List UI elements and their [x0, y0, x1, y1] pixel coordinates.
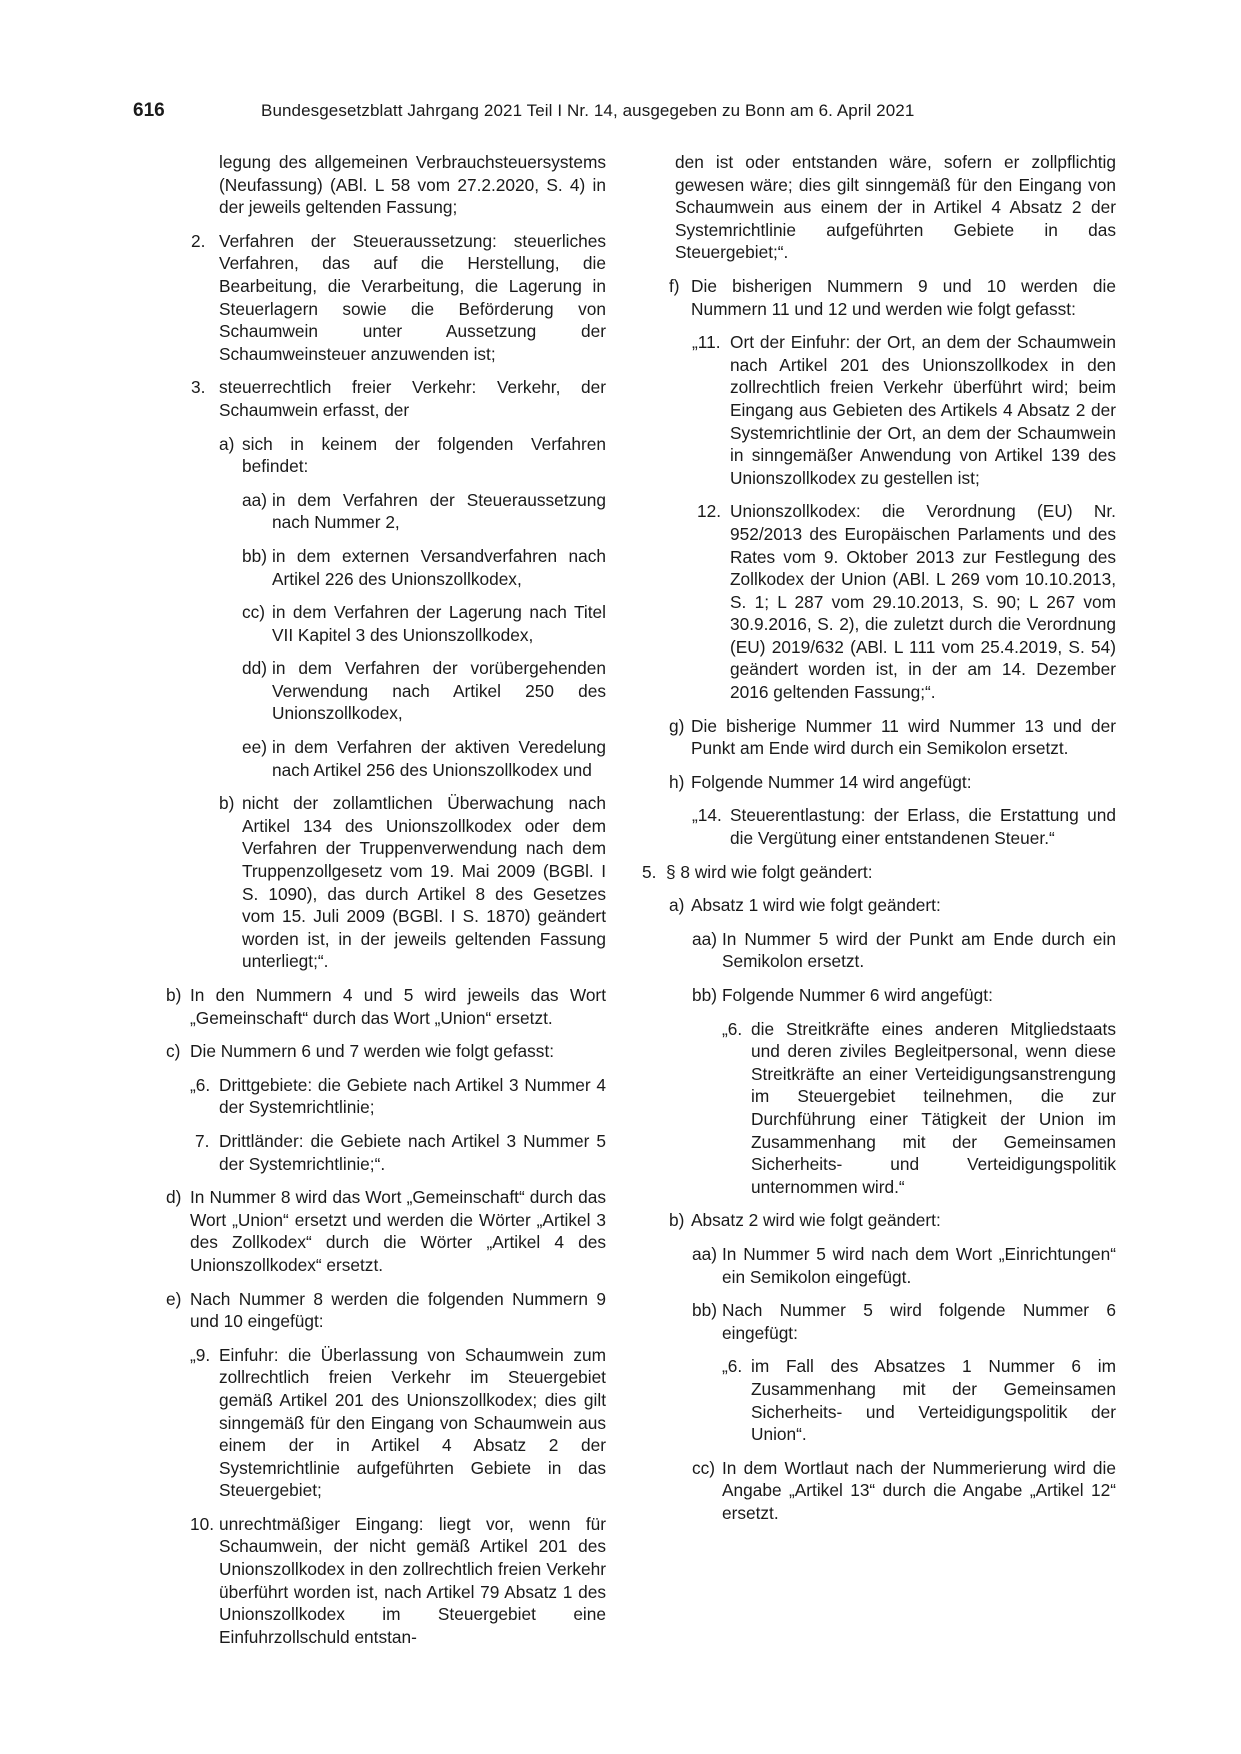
page-number: 616 [133, 100, 165, 121]
list-item: 2. Verfahren der Steueraussetzung: steuerliches Verfahren, das auf die Herstellung, die Bearbeitung, die Verarbeitung, die Lagerung in Steuerlagern sowie die Beförderung von Schaumwein unter Aussetzung der Schaumweinsteuer anzuwenden ist; [191, 230, 606, 364]
list-item: h) Folgende Nummer 14 wird angefügt: [669, 771, 972, 792]
continuation-text: den ist oder entstanden wäre, sofern er zollpflichtig gewesen wäre; dies gilt sinngemäß für den Eingang von Schaumwein aus einem der in Artikel 4 Absatz 2 der Systemrichtlinie aufgeführten Gebiete in das Steuergebiet;“. [675, 152, 1116, 263]
list-item: 7. Drittländer: die Gebiete nach Artikel 3 Nummer 5 der Systemrichtlinie;“. [195, 1130, 606, 1174]
list-item: aa) In Nummer 5 wird nach dem Wort „Einrichtungen“ ein Semikolon eingefügt. [692, 1243, 1116, 1287]
continuation-text: legung des allgemeinen Verbrauchsteuersystems (Neufassung) (ABl. L 58 vom 27.2.2020, S. 4) in der jeweils geltenden Fassung; [219, 152, 606, 218]
list-item: 12. Unionszollkodex: die Verordnung (EU) Nr. 952/2013 des Europäischen Parlaments und des Rates vom 9. Oktober 2013 zur Festlegung des Zollkodex der Union (ABl. L 269 vom 10.10.2013, S. 1; L 287 vom 29.10.2013, S. 90; L 267 vom 30.9.2016, S. 2), die zuletzt durch die Verordnung (EU) 2019/632 (ABl. L 111 vom 25.4.2019, S. 54) geändert worden ist, in der am 14. Dezember 2016 geltenden Fassung;“. [697, 501, 1116, 703]
list-item: a) Absatz 1 wird wie folgt geändert: [669, 895, 941, 916]
list-item: g) Die bisherige Nummer 11 wird Nummer 13 und der Punkt am Ende wird durch ein Semikolon ersetzt. [669, 715, 1116, 759]
list-item: ee) in dem Verfahren der aktiven Veredelung nach Artikel 256 des Unionszollkodex und [242, 737, 606, 780]
list-item: b) In den Nummern 4 und 5 wird jeweils das Wort „Gemeinschaft“ durch das Wort „Union“ ersetzt. [166, 985, 606, 1028]
list-item: a) sich in keinem der folgenden Verfahren befindet: [219, 433, 606, 477]
list-item: cc) in dem Verfahren der Lagerung nach Titel VII Kapitel 3 des Unionszollkodex, [242, 602, 606, 645]
list-item: e) Nach Nummer 8 werden die folgenden Nummern 9 und 10 eingefügt: [166, 1288, 606, 1332]
list-item: „6. Drittgebiete: die Gebiete nach Artikel 3 Nummer 4 der Systemrichtlinie; [190, 1074, 606, 1118]
list-item: dd) in dem Verfahren der vorübergehenden Verwendung nach Artikel 250 des Unionszollkodex, [242, 658, 606, 724]
list-item: b) nicht der zollamtlichen Überwachung nach Artikel 134 des Unionszollkodex oder dem Verfahren der Truppenverwendung nach dem Truppenzollgesetz vom 19. Mai 2009 (BGBl. I S. 1090), das durch Artikel 8 des Gesetzes vom 15. Juli 2009 (BGBl. I S. 1870) geändert worden ist, in der jeweils geltenden Fassung unterliegt;“. [219, 793, 606, 972]
right-column [642, 151, 1116, 1535]
page-header [0, 100, 1241, 128]
running-title: Bundesgesetzblatt Jahrgang 2021 Teil I Nr. 14, ausgegeben zu Bonn am 6. April 2021 [261, 101, 915, 120]
list-item: c) Die Nummern 6 und 7 werden wie folgt gefasst: [166, 1041, 555, 1062]
list-item: „6. im Fall des Absatzes 1 Nummer 6 im Zusammenhang mit der Gemeinsamen Sicherheits- und Verteidigungspolitik der Union“. [722, 1356, 1116, 1445]
left-column [166, 151, 606, 1659]
list-item: d) In Nummer 8 wird das Wort „Gemeinschaft“ durch das Wort „Union“ ersetzt und werden die Wörter „Artikel 3 des Zollkodex“ durch die Wörter „Artikel 4 des Unionszollkodex“ ersetzt. [166, 1187, 606, 1275]
list-item: 5. § 8 wird wie folgt geändert: [642, 861, 873, 882]
list-item: aa) In Nummer 5 wird der Punkt am Ende durch ein Semikolon ersetzt. [692, 928, 1116, 972]
list-item: „9. Einfuhr: die Überlassung von Schaumwein zum zollrechtlich freien Verkehr im Steuergebiet gemäß Artikel 201 des Unionszollkodex; dies gilt sinngemäß für den Eingang von Schaumwein aus einem der in Artikel 4 Absatz 2 der Systemrichtlinie aufgeführten Gebiete in das Steuergebiet; [190, 1344, 606, 1501]
list-item: cc) In dem Wortlaut nach der Nummerierung wird die Angabe „Artikel 13“ durch die Angabe „Artikel 12“ ersetzt. [692, 1457, 1116, 1523]
list-item: „11. Ort der Einfuhr: der Ort, an dem der Schaumwein nach Artikel 201 des Unionszollkodex in den zollrechtlich freien Verkehr überführt wird; beim Eingang aus Gebieten des Artikels 4 Absatz 2 der Systemrichtlinie der Ort, an dem der Schaumwein in sinngemäßer Anwendung von Artikel 139 des Unionszollkodex zu gestellen ist; [692, 332, 1116, 488]
list-item: bb) in dem externen Versandverfahren nach Artikel 226 des Unionszollkodex, [242, 545, 606, 589]
list-item: b) Absatz 2 wird wie folgt geändert: [669, 1210, 941, 1231]
list-item: bb) Nach Nummer 5 wird folgende Nummer 6 eingefügt: [692, 1300, 1116, 1343]
list-item: 10. unrechtmäßiger Eingang: liegt vor, wenn für Schaumwein, der nicht gemäß Artikel 201 des Unionszollkodex in den zollrechtlich freien Verkehr überführt worden ist, nach Artikel 79 Absatz 1 des Unionszollkodex im Steuergebiet eine Einfuhrzollschuld entstan- [190, 1513, 606, 1647]
list-item: 3. steuerrechtlich freier Verkehr: Verkehr, der Schaumwein erfasst, der [191, 377, 606, 420]
list-item: aa) in dem Verfahren der Steueraussetzung nach Nummer 2, [242, 489, 606, 533]
list-item: f) Die bisherigen Nummern 9 und 10 werden die Nummern 11 und 12 und werden wie folgt gefasst: [669, 275, 1116, 319]
list-item: bb) Folgende Nummer 6 wird angefügt: [692, 985, 993, 1005]
list-item: „6. die Streitkräfte eines anderen Mitgliedstaats und deren ziviles Begleitpersonal, wenn diese Streitkräfte an einer Verteidigungsanstrengung im Steuergebiet teilnehmen, die zur Durchführung einer Tätigkeit der Union im Zusammenhang mit der Gemeinsamen Sicherheits- und Verteidigungspolitik unternommen wird.“ [722, 1018, 1116, 1197]
list-item: „14. Steuerentlastung: der Erlass, die Erstattung und die Vergütung einer entstandenen Steuer.“ [692, 805, 1116, 849]
